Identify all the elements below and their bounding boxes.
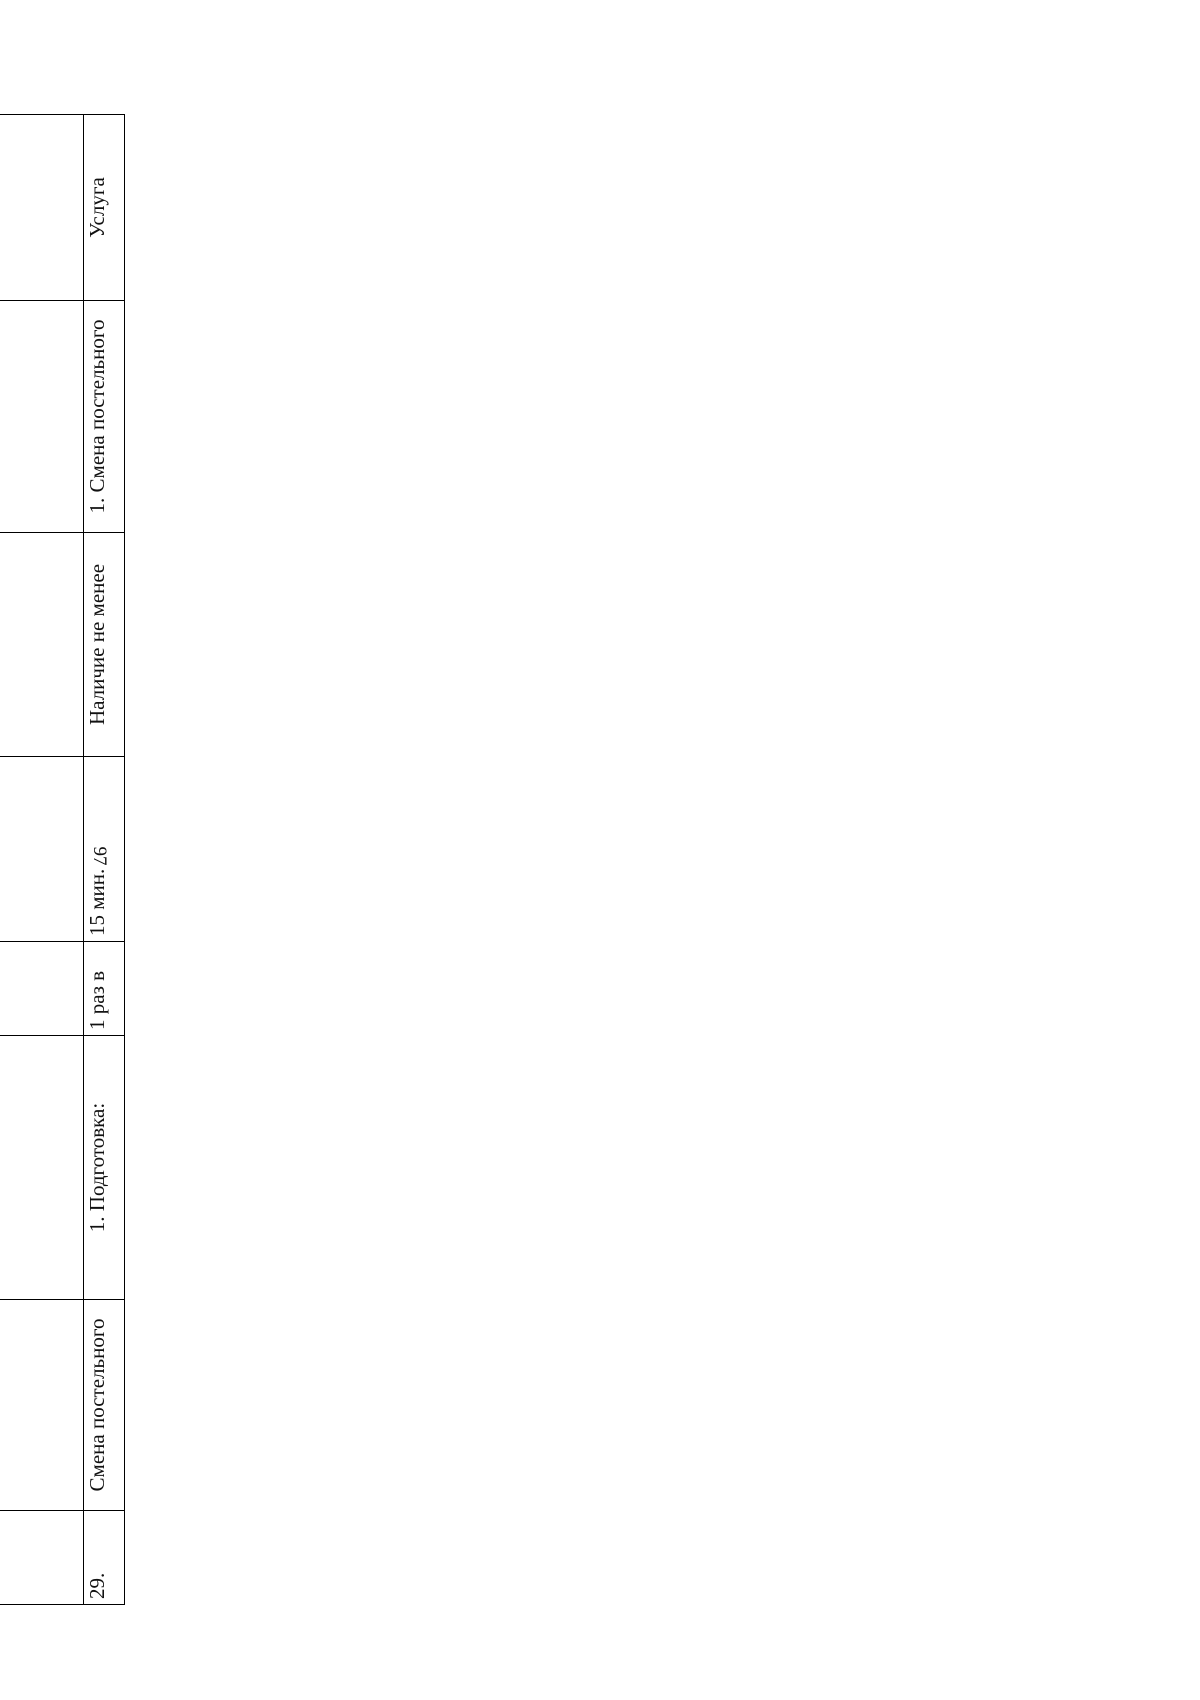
table-row-28	[0, 115, 83, 1605]
row-29-evaluation: Услуга	[83, 115, 124, 301]
row-28-procedure	[0, 1036, 83, 1300]
row-28-results	[0, 301, 83, 533]
row-29-conditions: Наличие не менее	[83, 533, 124, 757]
rotated-page	[0, 115, 125, 1599]
row-29-frequency: 1 раз в	[83, 942, 124, 1036]
row-28-duration	[0, 757, 83, 942]
row-28-number	[0, 1511, 83, 1605]
table-row-29	[83, 115, 124, 1605]
row-29-duration: 15 мин.	[83, 757, 124, 942]
row-28-evaluation	[0, 115, 83, 301]
row-28-service-name	[0, 1300, 83, 1511]
row-28-frequency	[0, 942, 83, 1036]
services-table	[0, 115, 125, 1605]
row-29-service-name: Смена постельного	[83, 1300, 124, 1511]
row-29-procedure: 1. Подготовка:	[83, 1036, 124, 1300]
row-29-results: 1. Смена постельного	[83, 301, 124, 533]
row-28-conditions	[0, 533, 83, 757]
row-29-number: 29.	[83, 1511, 124, 1605]
page-number: 97	[89, 846, 110, 866]
